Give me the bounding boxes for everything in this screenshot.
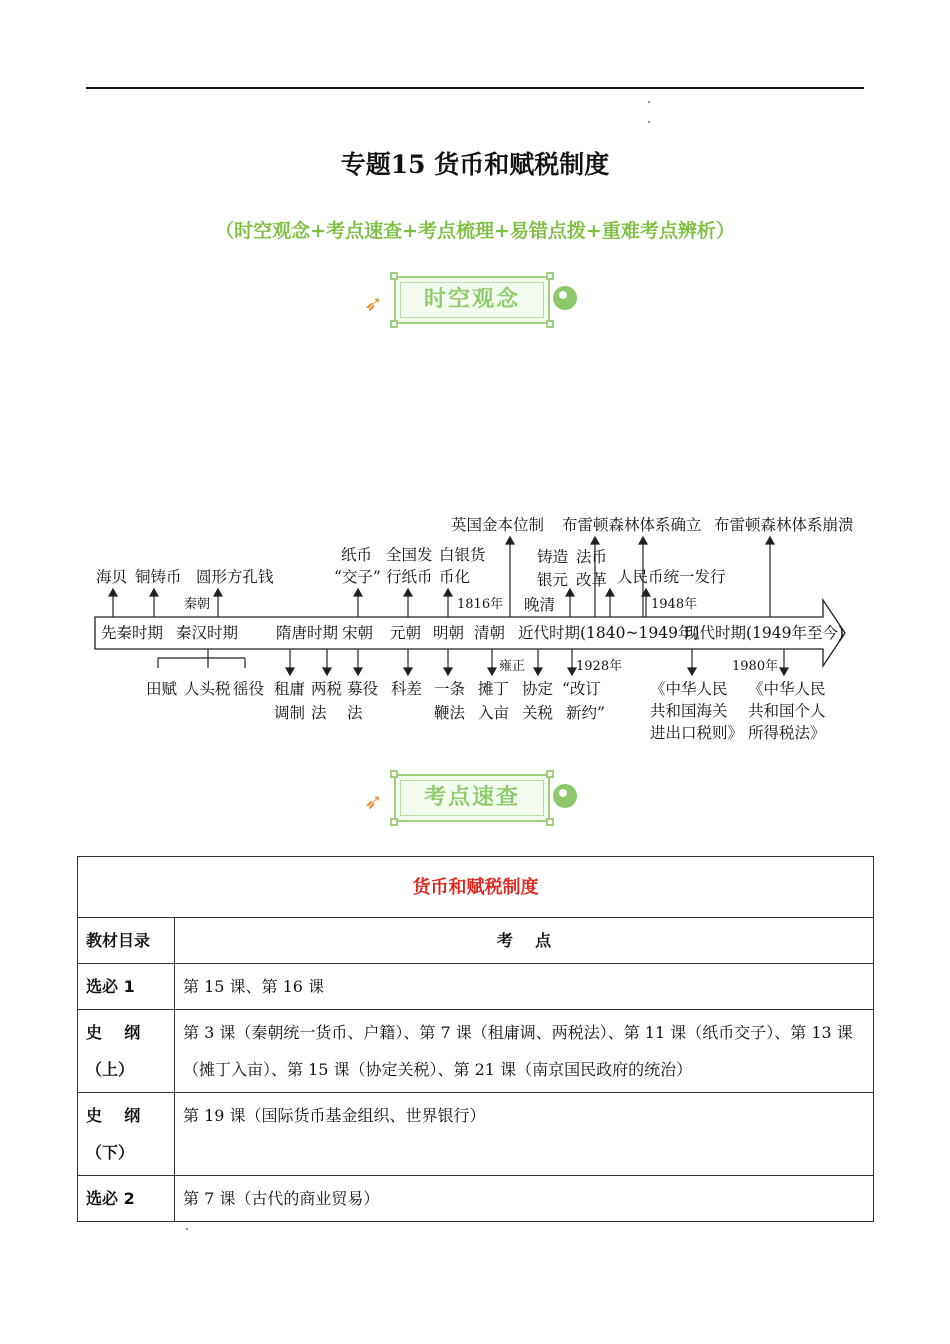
table-row (78, 1010, 874, 1093)
event-zuyong-2: 调制 (274, 704, 306, 722)
event-muyi-1: 募役 (347, 680, 379, 698)
table-row (78, 964, 874, 1010)
event-geren: 《中华人民共和国个人所得税法》 (748, 680, 826, 742)
event-haibei: 海贝 (96, 568, 128, 586)
period-yuan: 元朝 (390, 624, 422, 642)
event-liangshui-1: 两税 (311, 680, 343, 698)
ball-icon (553, 286, 577, 310)
event-wanqing: 晚清 (524, 596, 556, 614)
header-dot (648, 121, 650, 123)
event-yitiao-2: 鞭法 (434, 704, 466, 722)
row-book: 史 纲（上） (78, 1010, 175, 1093)
event-qinchao: 秦朝 (184, 597, 211, 612)
section-banner-spacetime (360, 272, 590, 334)
event-tongzhubi: 铜铸币 (135, 568, 182, 586)
event-yaoyi: 徭役 (233, 680, 265, 698)
timeline-diagram (90, 500, 860, 760)
ball-icon (553, 784, 577, 808)
page-title: 专题15 货币和赋税制度 (340, 150, 610, 179)
event-zuyong-1: 租庸 (274, 680, 306, 698)
row-book: 史 纲（下） (78, 1093, 175, 1176)
event-bulei-1: 布雷顿森林体系确立 (562, 516, 702, 534)
year-1816: 1816年 (457, 597, 504, 612)
event-rmb: 人民币统一发行 (617, 568, 726, 586)
period-song: 宋朝 (342, 624, 374, 642)
event-zhuzao-1: 铸造 (537, 548, 569, 566)
event-tianfu: 田赋 (146, 680, 178, 698)
year-1980: 1980年 (732, 659, 779, 674)
banner-label: 时空观念 (423, 287, 520, 312)
period-xiandai: 现代时期(1949年至今) (684, 624, 845, 642)
event-fabi-2: 改革 (576, 571, 608, 589)
leaf-icon: ➶ (364, 292, 383, 317)
table-title: 货币和赋税制度 (78, 857, 874, 918)
row-book: 选必 1 (78, 964, 175, 1010)
event-zhuzao-2: 银元 (537, 571, 569, 589)
row-book: 选必 2 (78, 1176, 175, 1222)
row-content: 第 7 课（古代的商业贸易） (175, 1176, 874, 1222)
col-header-book: 教材目录 (78, 918, 175, 964)
event-fabi-1: 法币 (576, 548, 608, 566)
period-xianqin: 先秦时期 (101, 624, 164, 642)
event-yuanxing: 圆形方孔钱 (196, 568, 274, 586)
header-rule (86, 87, 864, 89)
header-dot (648, 101, 650, 103)
event-kecha: 科差 (391, 680, 423, 698)
year-1928: 1928年 (576, 659, 623, 674)
event-yitiao-1: 一条 (434, 680, 466, 698)
row-content: 第 19 课（国际货币基金组织、世界银行） (175, 1093, 874, 1176)
event-quanguo-1: 全国发 (386, 546, 433, 564)
event-jiaozi: “交子” (334, 568, 381, 586)
row-content: 第 3 课（秦朝统一货币、户籍）、第 7 课（租庸调、两税法）、第 11 课（纸币交子）、第 13 课（摊丁入亩）、第 15 课（协定关税）、第 21 课（南京国民政府的统治） (175, 1010, 874, 1093)
event-xieding-1: 协定 (522, 680, 554, 698)
col-header-points: 考 点 (175, 918, 874, 964)
event-gaiding-1: “改订 (562, 680, 601, 698)
event-yingguo: 英国金本位制 (451, 516, 545, 534)
event-bulei-2: 布雷顿森林体系崩溃 (714, 516, 854, 534)
page-subtitle: （时空观念+考点速查+考点梳理+易错点拨+重难考点辨析） (215, 220, 735, 242)
period-qing: 清朝 (474, 624, 506, 642)
period-jindai: 近代时期(1840~1949年) (518, 624, 700, 642)
event-haiguan: 《中华人民共和国海关进出口税则》 (650, 680, 744, 742)
leaf-icon: ➶ (364, 790, 383, 815)
event-baiyin-2: 币化 (439, 568, 471, 586)
event-tanding-1: 摊丁 (478, 680, 510, 698)
event-yongzheng: 雍正 (499, 659, 526, 674)
event-muyi-2: 法 (347, 704, 363, 722)
period-qinhan: 秦汉时期 (176, 624, 239, 642)
period-suitang: 隋唐时期 (276, 624, 339, 642)
event-rentou: 人头税 (184, 680, 231, 698)
table-row (78, 1093, 874, 1176)
row-content: 第 15 课、第 16 课 (175, 964, 874, 1010)
banner-label: 考点速查 (423, 785, 520, 810)
event-zhibi: 纸币 (341, 546, 373, 564)
event-liangshui-2: 法 (311, 704, 327, 722)
footer-dot (186, 1228, 188, 1230)
year-1948: 1948年 (651, 597, 698, 612)
event-quanguo-2: 行纸币 (386, 568, 433, 586)
event-tanding-2: 入亩 (478, 704, 510, 722)
period-ming: 明朝 (433, 624, 465, 642)
event-baiyin-1: 白银货 (439, 546, 486, 564)
event-gaiding-2: 新约” (566, 704, 605, 722)
section-banner-quickcheck (360, 770, 590, 832)
exam-points-table (77, 856, 874, 1222)
event-xieding-2: 关税 (522, 704, 554, 722)
table-row (78, 1176, 874, 1222)
